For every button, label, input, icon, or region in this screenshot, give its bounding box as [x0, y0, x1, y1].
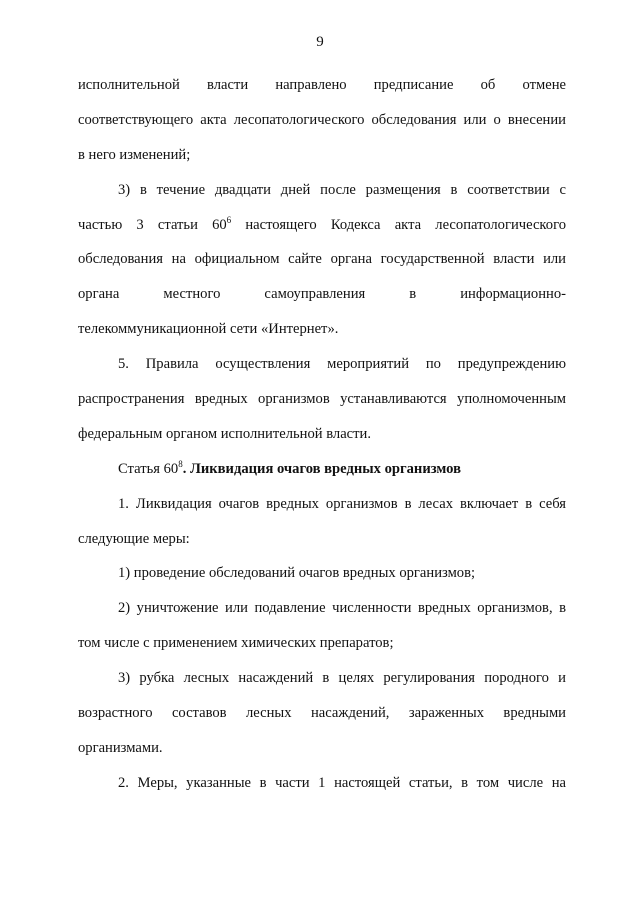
paragraph-2: 2. Меры, указанные в части 1 настоящей статьи, в том числе на	[118, 774, 566, 791]
text-line: соответствующего акта лесопатологического обследования или о внесении	[78, 111, 566, 128]
paragraph-1: 1. Ликвидация очагов вредных организмов в лесах включает в себя	[118, 495, 566, 512]
text-line: том числе с применением химических препаратов;	[78, 635, 394, 652]
superscript: 8	[178, 458, 183, 469]
text-line: телекоммуникационной сети «Интернет».	[78, 321, 339, 338]
text-line	[78, 208, 566, 243]
article-label: Статья 60	[118, 460, 179, 477]
list-item-1: 1) проведение обследований очагов вредных организмов;	[118, 565, 476, 582]
page-number: 9	[316, 34, 324, 50]
text-line: исполнительной власти направлено предписание об отмене	[78, 77, 566, 93]
text-line: распространения вредных организмов устанавливаются уполномоченным	[78, 391, 566, 408]
text-line: возрастного составов лесных насаждений, зараженных вредными	[78, 705, 566, 722]
article-heading	[78, 452, 566, 487]
text-line: федеральным органом исполнительной власти.	[78, 425, 371, 442]
list-item-2: 2) уничтожение или подавление численности вредных организмов, в	[118, 600, 566, 617]
text-line: в него изменений;	[78, 146, 191, 163]
document-body	[78, 68, 566, 801]
text-line: следующие меры:	[78, 530, 190, 547]
text-fragment: частью 3 статьи 60	[78, 216, 227, 233]
text-fragment: настоящего Кодекса акта лесопатологического	[231, 216, 566, 233]
text-line: обследования на официальном сайте органа государственной власти или	[78, 251, 566, 268]
text-line: органа местного самоуправления в информационно-	[78, 286, 566, 303]
text-line: организмами.	[78, 739, 163, 756]
list-item-3: 3) в течение двадцати дней после размещения в соответствии с	[118, 181, 566, 198]
superscript: 6	[226, 214, 232, 225]
list-item-3b: 3) рубка лесных насаждений в целях регулирования породного и	[118, 670, 566, 687]
paragraph-5: 5. Правила осуществления мероприятий по предупреждению	[118, 356, 566, 373]
article-title: . Ликвидация очагов вредных организмов	[182, 460, 461, 477]
